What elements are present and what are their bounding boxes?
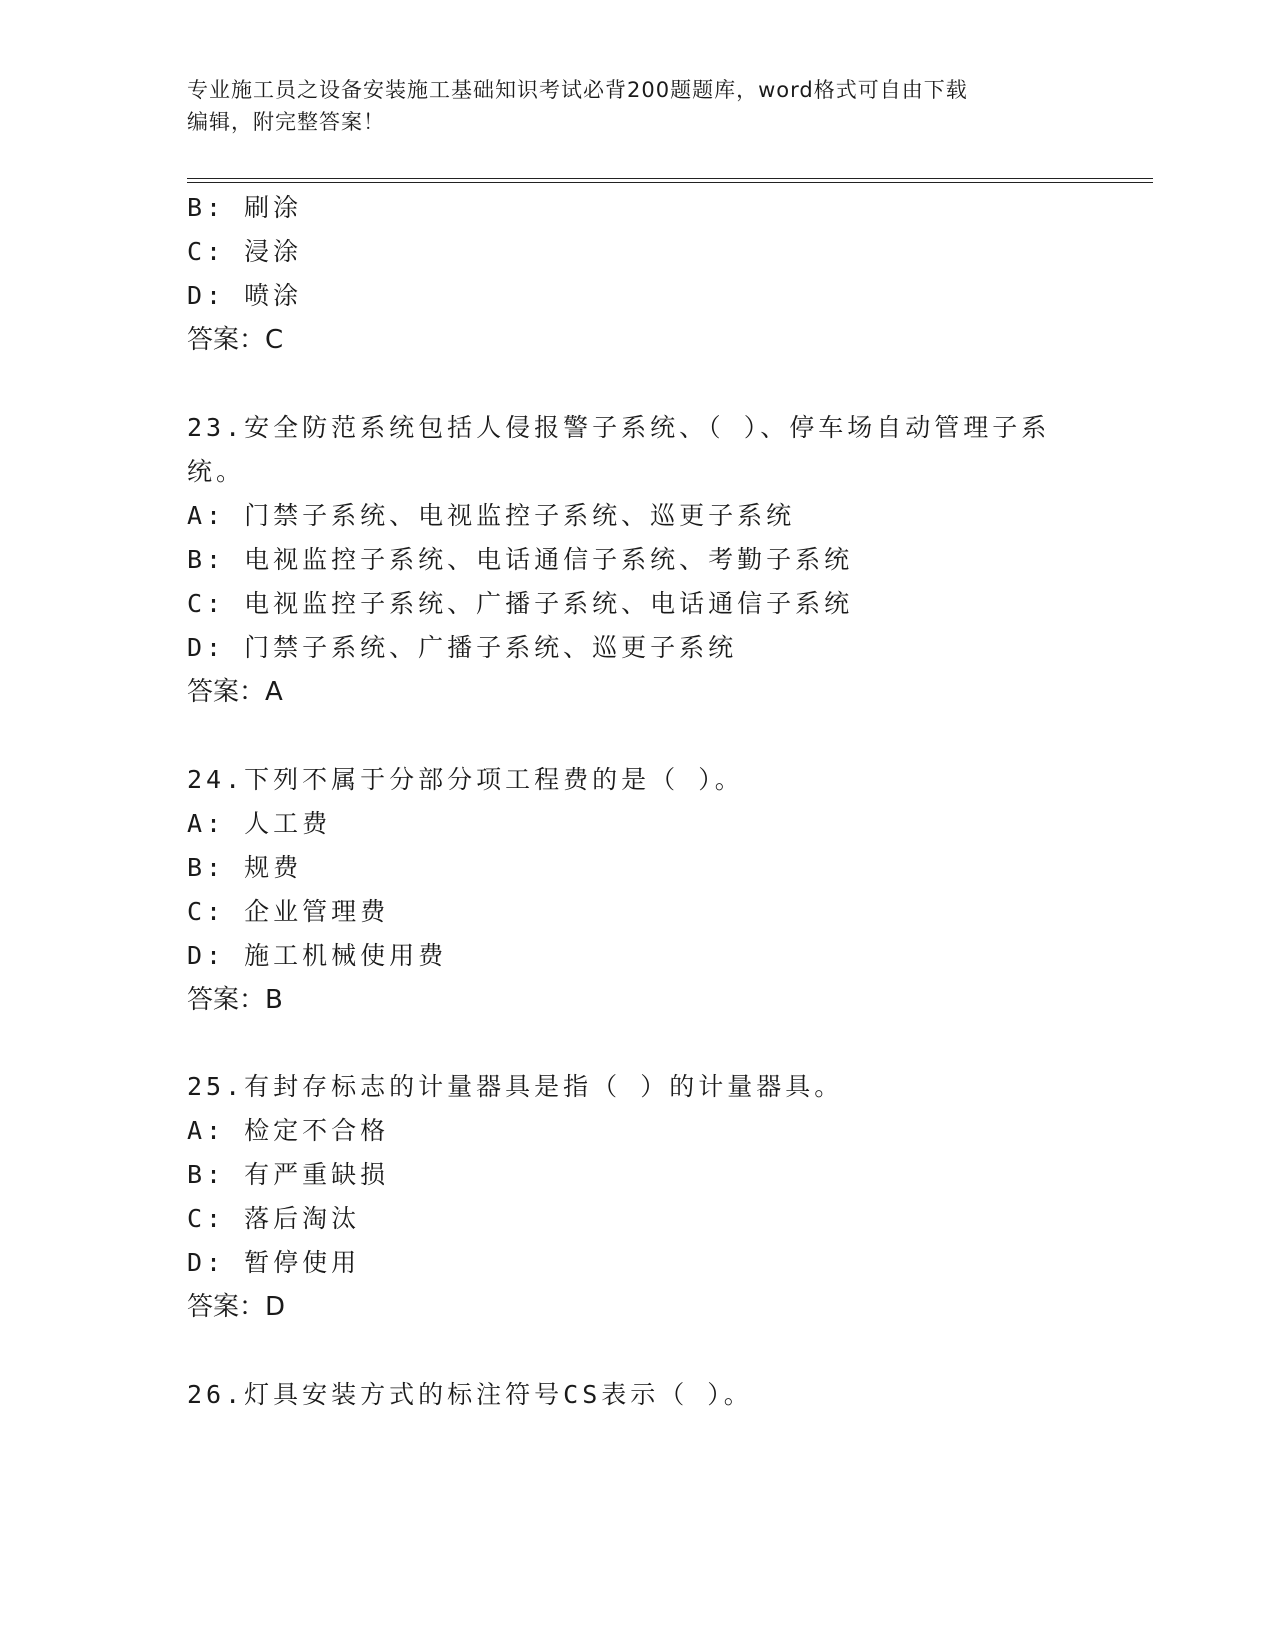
q23-answer: 答案：A bbox=[187, 677, 283, 707]
q23-option-d: D: 门禁子系统、广播子系统、巡更子系统 bbox=[187, 633, 738, 662]
document-header bbox=[187, 74, 1067, 138]
q22-option-d: D: 喷涂 bbox=[187, 281, 303, 310]
header-line-2: 编辑，附完整答案！ bbox=[187, 110, 385, 134]
q24-answer: 答案：B bbox=[187, 985, 283, 1015]
q25-option-b: B: 有严重缺损 bbox=[187, 1160, 390, 1189]
q24-option-c: C: 企业管理费 bbox=[187, 897, 390, 926]
q22-answer: 答案：C bbox=[187, 325, 284, 355]
q25-option-a: A: 检定不合格 bbox=[187, 1116, 390, 1145]
q22-option-b: B: 刷涂 bbox=[187, 193, 303, 222]
q25-option-d: D: 暂停使用 bbox=[187, 1248, 361, 1277]
q26-question: 26.灯具安装方式的标注符号CS表示（ ）。 bbox=[187, 1380, 753, 1409]
q24-option-b: B: 规费 bbox=[187, 853, 303, 882]
header-line-1: 专业施工员之设备安装施工基础知识考试必背200题题库，word格式可自由下载 bbox=[187, 78, 968, 102]
q23-option-b: B: 电视监控子系统、电话通信子系统、考勤子系统 bbox=[187, 545, 854, 574]
q23-option-a: A: 门禁子系统、电视监控子系统、巡更子系统 bbox=[187, 501, 796, 530]
q23-question-line-1: 23.安全防范系统包括人侵报警子系统、（ ）、停车场自动管理子系 bbox=[187, 413, 1051, 442]
q23-option-c: C: 电视监控子系统、广播子系统、电话通信子系统 bbox=[187, 589, 854, 618]
q25-answer: 答案：D bbox=[187, 1292, 286, 1322]
q25-question: 25.有封存标志的计量器具是指（ ）的计量器具。 bbox=[187, 1072, 844, 1101]
q24-question: 24.下列不属于分部分项工程费的是（ ）。 bbox=[187, 765, 744, 794]
q23-question-line-2: 统。 bbox=[187, 457, 246, 486]
q24-option-d: D: 施工机械使用费 bbox=[187, 941, 448, 970]
q25-option-c: C: 落后淘汰 bbox=[187, 1204, 361, 1233]
q24-option-a: A: 人工费 bbox=[187, 809, 332, 838]
q22-option-c: C: 浸涂 bbox=[187, 237, 303, 266]
header-divider-bottom bbox=[187, 182, 1153, 183]
header-divider-top bbox=[187, 178, 1153, 179]
